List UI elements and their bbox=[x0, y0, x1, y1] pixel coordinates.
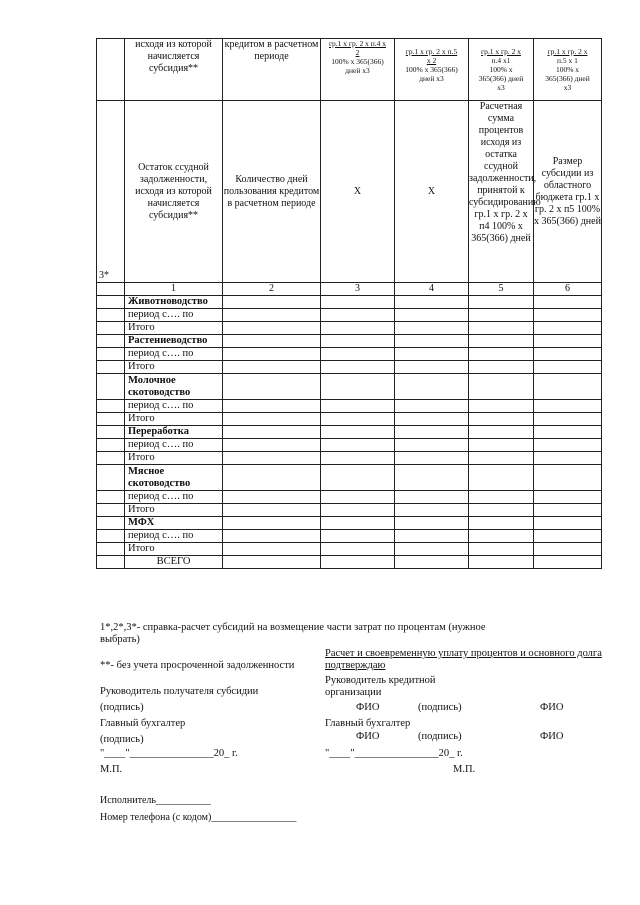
table-cell bbox=[125, 101, 223, 283]
row-label: Итого bbox=[125, 361, 223, 374]
table-cell bbox=[534, 413, 602, 426]
section-label: Мясное скотоводство bbox=[125, 465, 223, 491]
table-cell bbox=[534, 543, 602, 556]
bank-head-label: Руководитель кредитной организации bbox=[325, 675, 436, 698]
row-label: период с…. по bbox=[125, 348, 223, 361]
recipient-head-label: Руководитель получателя субсидии bbox=[100, 686, 259, 697]
table-cell bbox=[395, 322, 469, 335]
footnote-1: 1*,2*,3*- справка-расчет субсидий на возмещение части затрат по процентам (нужное выбрать) bbox=[100, 622, 486, 645]
col-number: 4 bbox=[395, 283, 469, 296]
formula-cell bbox=[395, 39, 469, 101]
accountant-label: Главный бухгалтер bbox=[325, 718, 411, 729]
table-row bbox=[97, 452, 602, 465]
row1-col2-text: кредитом в расчетном периоде bbox=[224, 39, 319, 62]
formula-line: 2 bbox=[355, 48, 360, 57]
executor-line: Исполнитель___________ bbox=[100, 795, 211, 806]
table-cell bbox=[97, 543, 125, 556]
col-number: 6 bbox=[534, 283, 602, 296]
table-cell bbox=[223, 426, 321, 439]
table-cell bbox=[395, 335, 469, 348]
table-cell bbox=[534, 504, 602, 517]
table-cell bbox=[97, 374, 125, 400]
section-label: МФХ bbox=[125, 517, 223, 530]
table-row bbox=[97, 322, 602, 335]
table-cell bbox=[97, 426, 125, 439]
accountant-label: Главный бухгалтер bbox=[100, 718, 186, 729]
table-cell bbox=[469, 309, 534, 322]
table-cell bbox=[223, 322, 321, 335]
table-cell bbox=[534, 426, 602, 439]
table-cell bbox=[97, 361, 125, 374]
signature-label: (подпись) bbox=[100, 702, 144, 713]
col-number: 1 bbox=[125, 283, 223, 296]
table-cell bbox=[223, 504, 321, 517]
table-cell bbox=[223, 556, 321, 569]
table-cell bbox=[321, 491, 395, 504]
table-row bbox=[97, 543, 602, 556]
table-cell bbox=[395, 465, 469, 491]
table-cell bbox=[321, 556, 395, 569]
table-row bbox=[97, 517, 602, 530]
formula-cell bbox=[469, 39, 534, 101]
row-label: период с…. по bbox=[125, 309, 223, 322]
col-number: 5 bbox=[469, 283, 534, 296]
table-cell bbox=[395, 374, 469, 400]
table-cell bbox=[395, 309, 469, 322]
table-cell bbox=[223, 361, 321, 374]
formula-line: гр.1 х гр. 2 х bbox=[481, 47, 521, 56]
table-cell bbox=[321, 465, 395, 491]
table-row bbox=[97, 101, 602, 283]
col-header-x: Х bbox=[353, 185, 362, 197]
row-label: Итого bbox=[125, 543, 223, 556]
formula-cell bbox=[321, 39, 395, 101]
table-cell bbox=[321, 530, 395, 543]
table-cell bbox=[469, 465, 534, 491]
table-row bbox=[97, 439, 602, 452]
total-row bbox=[97, 556, 602, 569]
table-row bbox=[97, 361, 602, 374]
total-label: ВСЕГО bbox=[125, 556, 223, 569]
row-label: период с…. по bbox=[125, 491, 223, 504]
table-cell bbox=[321, 426, 395, 439]
formula-line: гр.1 х гр. 2 х bbox=[547, 47, 588, 56]
form-number: 3* bbox=[99, 270, 109, 281]
table-cell bbox=[223, 348, 321, 361]
table-row bbox=[97, 296, 602, 309]
table-cell bbox=[395, 361, 469, 374]
formula-line: дней х3 bbox=[345, 66, 370, 75]
row-label: период с…. по bbox=[125, 400, 223, 413]
table-cell bbox=[321, 361, 395, 374]
table-cell bbox=[321, 413, 395, 426]
table-cell bbox=[395, 296, 469, 309]
table-cell bbox=[223, 374, 321, 400]
signature-label: (подпись) bbox=[418, 731, 462, 742]
table-cell bbox=[534, 452, 602, 465]
formula-line: п.4 х1 bbox=[491, 56, 511, 65]
table-cell bbox=[534, 348, 602, 361]
table-cell bbox=[469, 504, 534, 517]
table-cell bbox=[534, 374, 602, 400]
table-row bbox=[97, 335, 602, 348]
col-number: 2 bbox=[223, 283, 321, 296]
table-row bbox=[97, 348, 602, 361]
table-cell bbox=[395, 504, 469, 517]
row1-col1-text: исходя из которой начисляется субсидия** bbox=[135, 39, 212, 74]
table-cell bbox=[534, 556, 602, 569]
table-cell bbox=[534, 400, 602, 413]
table-cell bbox=[395, 556, 469, 569]
formula-line: 100% х 365(366) bbox=[331, 57, 384, 66]
table-cell bbox=[395, 439, 469, 452]
row-label: Итого bbox=[125, 452, 223, 465]
fio-label: ФИО bbox=[540, 702, 564, 713]
table-cell bbox=[469, 348, 534, 361]
table-cell bbox=[534, 335, 602, 348]
table-cell bbox=[223, 439, 321, 452]
table-row bbox=[97, 413, 602, 426]
formula-line: дней х3 bbox=[419, 74, 444, 83]
formula-line: х3 bbox=[497, 83, 505, 92]
table-cell bbox=[97, 39, 125, 101]
table-cell bbox=[469, 556, 534, 569]
date-line: "____"________________20_ г. bbox=[100, 748, 238, 759]
table-cell bbox=[97, 322, 125, 335]
table-cell bbox=[395, 426, 469, 439]
col-header-balance: Остаток ссудной задолженности, исходя из которой начисляется субсидия** bbox=[135, 161, 212, 221]
table-cell bbox=[223, 39, 321, 101]
table-cell bbox=[469, 426, 534, 439]
table-cell bbox=[469, 452, 534, 465]
formula-line: 100% х 365(366) bbox=[405, 65, 458, 74]
row-label: период с…. по bbox=[125, 530, 223, 543]
table-cell bbox=[395, 400, 469, 413]
table-cell bbox=[395, 348, 469, 361]
row-label: Итого bbox=[125, 504, 223, 517]
stamp-label: М.П. bbox=[100, 764, 123, 775]
col-header-subsidy: Размер субсидии из областного бюджета гр.1 х гр. 2 х п5 100% х 365(366) дней bbox=[534, 155, 601, 227]
table-cell bbox=[97, 309, 125, 322]
footnote-2: **- без учета просроченной задолженности bbox=[100, 660, 295, 671]
column-numbers-row bbox=[97, 283, 602, 296]
formula-line: х 2 bbox=[426, 56, 437, 65]
formula-cell bbox=[534, 39, 602, 101]
table-cell bbox=[321, 335, 395, 348]
table-cell bbox=[395, 101, 469, 283]
formula-line: п.5 х 1 bbox=[557, 56, 578, 65]
table-cell bbox=[395, 452, 469, 465]
table-cell bbox=[97, 296, 125, 309]
table-cell bbox=[97, 348, 125, 361]
table-cell bbox=[223, 335, 321, 348]
section-label: Переработка bbox=[125, 426, 223, 439]
table-cell bbox=[223, 296, 321, 309]
table-cell bbox=[534, 101, 602, 283]
table-row bbox=[97, 400, 602, 413]
table-cell bbox=[321, 322, 395, 335]
table-cell bbox=[321, 400, 395, 413]
table-cell bbox=[223, 400, 321, 413]
formula-line: 365(366) дней bbox=[545, 74, 590, 83]
table-cell bbox=[469, 543, 534, 556]
table-cell bbox=[223, 413, 321, 426]
table-cell bbox=[534, 296, 602, 309]
table-cell bbox=[97, 504, 125, 517]
table-cell bbox=[469, 413, 534, 426]
table-cell bbox=[469, 530, 534, 543]
confirm-text: Расчет и своевременную уплату процентов и основного долга подтверждаю bbox=[325, 648, 602, 671]
section-label: Животноводство bbox=[125, 296, 223, 309]
table-cell bbox=[321, 309, 395, 322]
table-cell bbox=[534, 322, 602, 335]
formula-line: х3 bbox=[563, 83, 572, 92]
table-cell bbox=[534, 530, 602, 543]
table-row bbox=[97, 491, 602, 504]
table-cell bbox=[321, 374, 395, 400]
table-cell bbox=[97, 283, 125, 296]
table-cell bbox=[97, 101, 125, 283]
table-cell bbox=[321, 517, 395, 530]
table-cell bbox=[469, 296, 534, 309]
table-row bbox=[97, 530, 602, 543]
formula-line: 100% х bbox=[555, 65, 580, 74]
table-cell bbox=[97, 556, 125, 569]
table-cell bbox=[125, 39, 223, 101]
table-cell bbox=[534, 517, 602, 530]
table-row bbox=[97, 426, 602, 439]
table-cell bbox=[469, 491, 534, 504]
table-cell bbox=[534, 309, 602, 322]
formula-line: гр.1 х гр. 2 х п.4 х bbox=[328, 39, 387, 48]
table-cell bbox=[395, 491, 469, 504]
table-cell bbox=[97, 465, 125, 491]
table-cell bbox=[321, 439, 395, 452]
table-cell bbox=[223, 491, 321, 504]
date-line: "____"________________20_ г. bbox=[325, 748, 463, 759]
table-cell bbox=[395, 517, 469, 530]
table-cell bbox=[534, 361, 602, 374]
table-cell bbox=[534, 491, 602, 504]
table-cell bbox=[534, 465, 602, 491]
row-label: Итого bbox=[125, 413, 223, 426]
table-cell bbox=[469, 101, 541, 283]
col-number: 3 bbox=[321, 283, 395, 296]
table-cell bbox=[223, 543, 321, 556]
table-cell bbox=[97, 400, 125, 413]
table-row bbox=[97, 465, 602, 491]
table-cell bbox=[97, 452, 125, 465]
subsidy-table bbox=[96, 38, 602, 569]
table-row bbox=[97, 504, 602, 517]
table-cell bbox=[223, 530, 321, 543]
table-cell bbox=[97, 439, 125, 452]
table-cell bbox=[97, 413, 125, 426]
table-cell bbox=[223, 517, 321, 530]
table-row bbox=[97, 309, 602, 322]
stamp-label: М.П. bbox=[453, 764, 476, 775]
table-body bbox=[97, 296, 602, 556]
col-header-x: Х bbox=[427, 185, 436, 197]
row-label: период с…. по bbox=[125, 439, 223, 452]
table-cell bbox=[321, 296, 395, 309]
table-cell bbox=[469, 439, 534, 452]
signature-label: (подпись) bbox=[418, 702, 462, 713]
table-cell bbox=[223, 309, 321, 322]
fio-label: ФИО bbox=[356, 702, 380, 713]
col-header-interest: Расчетная сумма процентов исходя из остатка ссудной задолженности, принятой к субсидированию гр.1 х гр. 2 х п4 100% х 365(366) дней bbox=[469, 101, 541, 244]
table-cell bbox=[469, 400, 534, 413]
table-cell bbox=[223, 465, 321, 491]
table-cell bbox=[97, 530, 125, 543]
table-row bbox=[97, 374, 602, 400]
table-cell bbox=[469, 335, 534, 348]
section-label: Молочное скотоводство bbox=[125, 374, 223, 400]
col-header-days: Количество дней пользования кредитом в расчетном периоде bbox=[223, 173, 320, 209]
table-cell bbox=[469, 374, 534, 400]
table-cell bbox=[469, 517, 534, 530]
table-cell bbox=[223, 452, 321, 465]
fio-label: ФИО bbox=[356, 731, 380, 742]
table-cell bbox=[97, 335, 125, 348]
table-cell bbox=[321, 504, 395, 517]
table-cell bbox=[97, 517, 125, 530]
formula-line: 365(366) дней bbox=[478, 74, 524, 83]
section-label: Растениеводство bbox=[125, 335, 223, 348]
table-cell bbox=[395, 543, 469, 556]
table-cell bbox=[321, 348, 395, 361]
phone-line: Номер телефона (с кодом)_________________ bbox=[100, 812, 297, 823]
fio-label: ФИО bbox=[540, 731, 564, 742]
formula-line: гр.1 х гр. 2 х п.5 bbox=[405, 47, 458, 56]
table-cell bbox=[97, 491, 125, 504]
row-label: Итого bbox=[125, 322, 223, 335]
table-cell bbox=[395, 413, 469, 426]
table-cell bbox=[534, 439, 602, 452]
formula-line: 100% х bbox=[489, 65, 513, 74]
table-cell bbox=[395, 530, 469, 543]
table-cell bbox=[469, 361, 534, 374]
table-cell bbox=[321, 452, 395, 465]
table-cell bbox=[223, 101, 321, 283]
table-cell bbox=[321, 101, 395, 283]
table-row bbox=[97, 39, 602, 101]
signature-label: (подпись) bbox=[100, 734, 144, 745]
table-cell bbox=[469, 322, 534, 335]
table-cell bbox=[321, 543, 395, 556]
